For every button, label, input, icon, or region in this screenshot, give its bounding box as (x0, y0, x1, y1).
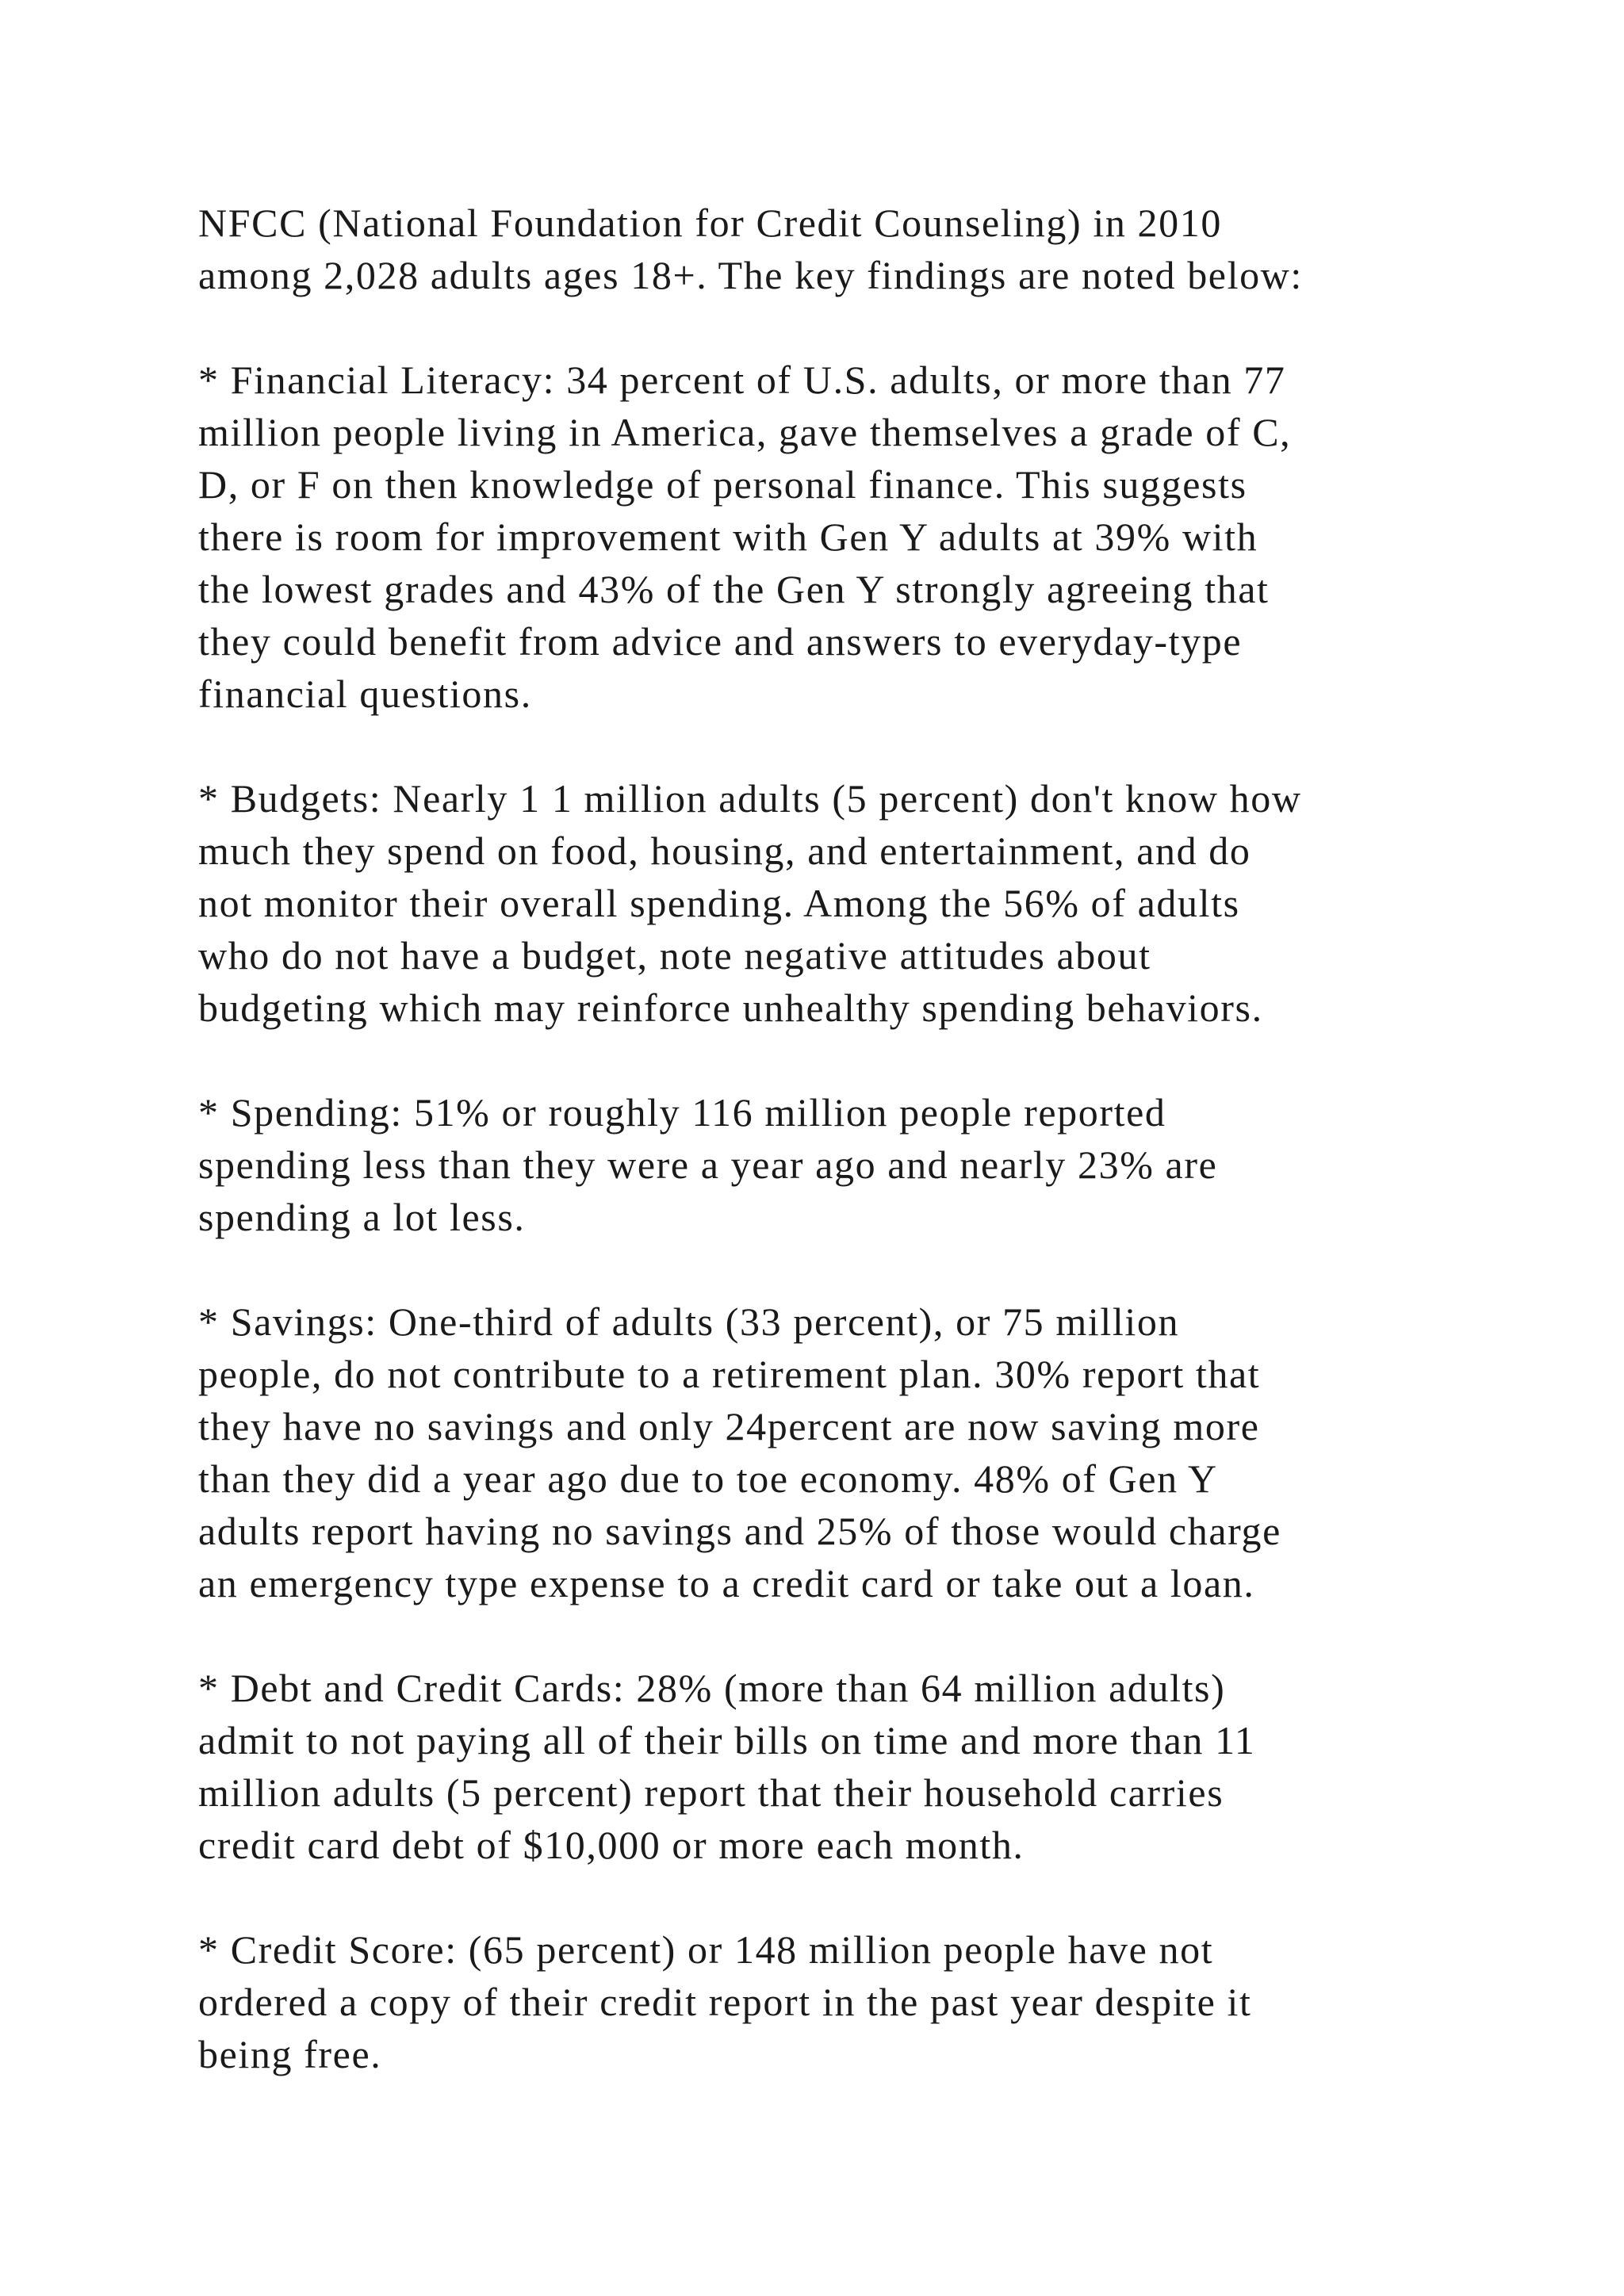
savings-paragraph (198, 1295, 1546, 1609)
text-line: * Financial Literacy: 34 percent of U.S. adults, or more than 77 (198, 358, 1286, 402)
text-line: * Debt and Credit Cards: 28% (more than 64 million adults) (198, 1666, 1226, 1710)
text-line: D, or F on then knowledge of personal finance. This suggests (198, 462, 1247, 507)
text-line: they could benefit from advice and answers to everyday-type (198, 619, 1243, 664)
text-line: the lowest grades and 43% of the Gen Y strongly agreeing that (198, 567, 1270, 611)
text-line: * Credit Score: (65 percent) or 148 million people have not (198, 1927, 1214, 1972)
text-line: credit card debt of $10,000 or more each month. (198, 1823, 1025, 1867)
text-line: who do not have a budget, note negative attitudes about (198, 933, 1151, 978)
budgets-paragraph (198, 772, 1546, 1034)
text-line: NFCC (National Foundation for Credit Counseling) in 2010 (198, 201, 1222, 245)
credit-score-paragraph (198, 1923, 1546, 2080)
text-line: * Budgets: Nearly 1 1 million adults (5 percent) don't know how (198, 776, 1302, 821)
intro-paragraph (198, 197, 1546, 301)
text-line: * Savings: One-third of adults (33 percent), or 75 million (198, 1299, 1180, 1344)
text-line: adults report having no savings and 25% of those would charge (198, 1509, 1281, 1553)
text-line: financial questions. (198, 672, 532, 716)
document-body (198, 197, 1546, 2080)
text-line: million people living in America, gave themselves a grade of C, (198, 410, 1292, 454)
text-line: much they spend on food, housing, and entertainment, and do (198, 828, 1251, 873)
text-line: among 2,028 adults ages 18+. The key findings are noted below: (198, 253, 1303, 297)
text-line: spending less than they were a year ago and nearly 23% are (198, 1142, 1218, 1187)
text-line: budgeting which may reinforce unhealthy spending behaviors. (198, 985, 1263, 1030)
text-line: not monitor their overall spending. Among the 56% of adults (198, 881, 1240, 925)
debt-credit-cards-paragraph (198, 1662, 1546, 1871)
text-line: ordered a copy of their credit report in the past year despite it (198, 1980, 1252, 2024)
text-line: an emergency type expense to a credit card or take out a loan. (198, 1561, 1255, 1605)
text-line: spending a lot less. (198, 1195, 526, 1239)
text-line: than they did a year ago due to toe economy. 48% of Gen Y (198, 1456, 1218, 1501)
text-line: admit to not paying all of their bills on time and more than 11 (198, 1718, 1256, 1762)
text-line: there is room for improvement with Gen Y adults at 39% with (198, 515, 1258, 559)
financial-literacy-paragraph (198, 354, 1546, 720)
text-line: they have no savings and only 24percent are now saving more (198, 1404, 1260, 1448)
text-line: being free. (198, 2032, 382, 2076)
text-line: people, do not contribute to a retirement plan. 30% report that (198, 1352, 1261, 1396)
text-line: * Spending: 51% or roughly 116 million people reported (198, 1090, 1166, 1135)
text-line: million adults (5 percent) report that their household carries (198, 1770, 1224, 1815)
spending-paragraph (198, 1086, 1546, 1243)
